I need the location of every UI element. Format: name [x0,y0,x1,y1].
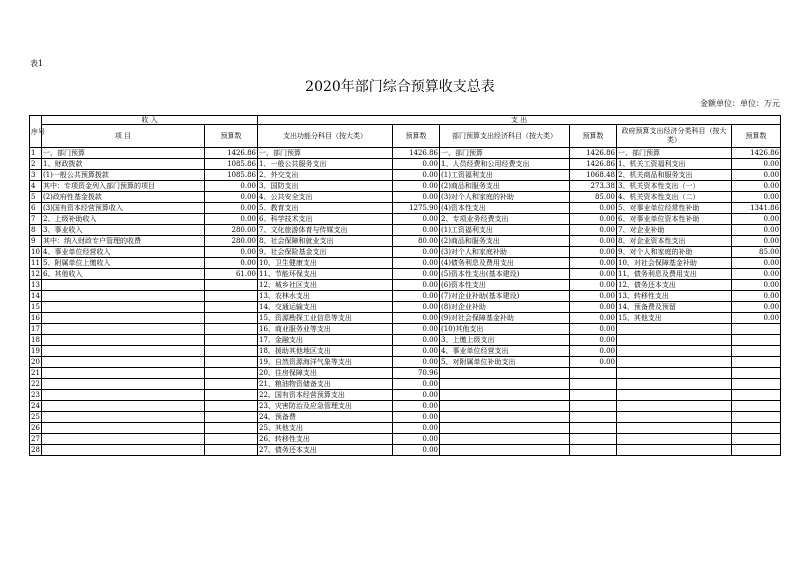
func-amount: 0.00 [393,159,440,170]
func-item: 9、社会保险基金支出 [258,247,393,258]
row-seq: 8 [30,225,42,236]
gov-econ-amount [732,346,781,357]
gov-econ-amount: 0.00 [732,214,781,225]
row-seq: 4 [30,181,42,192]
func-item: 25、其他支出 [258,423,393,434]
func-amount: 0.00 [393,390,440,401]
income-amount: 280.00 [205,236,258,247]
dept-econ-amount [570,434,617,445]
income-amount: 1426.86 [205,148,258,159]
income-item [42,280,205,291]
income-item [42,412,205,423]
header-func-amount: 预算数 [393,125,440,148]
func-amount: 0.00 [393,445,440,456]
row-seq: 1 [30,148,42,159]
func-amount: 0.00 [393,192,440,203]
func-item: 22、国有资本经营预算支出 [258,390,393,401]
gov-econ-item: 15、其他支出 [617,313,732,324]
dept-econ-item [440,379,570,390]
dept-econ-item: (4)债务利息及费用支出 [440,258,570,269]
dept-econ-amount: 0.00 [570,313,617,324]
income-amount [205,434,258,445]
gov-econ-amount: 0.00 [732,280,781,291]
income-item [42,401,205,412]
gov-econ-item: 8、对企业资本性支出 [617,236,732,247]
table-row [30,379,781,390]
income-amount: 0.00 [205,203,258,214]
func-item: 27、债务还本支出 [258,445,393,456]
dept-econ-amount: 0.00 [570,247,617,258]
table-row [30,357,781,368]
func-item: 21、粮油物资储备支出 [258,379,393,390]
func-amount: 0.00 [393,170,440,181]
income-item [42,368,205,379]
income-amount [205,357,258,368]
func-item: 11、节能环保支出 [258,269,393,280]
gov-econ-item [617,346,732,357]
dept-econ-amount: 0.00 [570,335,617,346]
income-amount [205,379,258,390]
dept-econ-item: (3)对个人和家庭的补助 [440,192,570,203]
gov-econ-amount: 0.00 [732,236,781,247]
header-gov-econ: 政府预算支出经济分类科目（按大类） [617,125,732,148]
income-amount [205,390,258,401]
dept-econ-item [440,434,570,445]
func-item: 12、城乡社区支出 [258,280,393,291]
gov-econ-amount: 0.00 [732,302,781,313]
row-seq: 21 [31,369,40,377]
gov-econ-item [617,390,732,401]
gov-econ-item [617,445,732,456]
income-amount [205,291,258,302]
gov-econ-amount: 0.00 [732,225,781,236]
row-seq: 26 [31,424,40,432]
table-row [30,280,781,291]
gov-econ-amount [732,368,781,379]
dept-econ-item [440,423,570,434]
income-item: 1、财政拨款 [42,159,205,170]
gov-econ-item: 一、部门预算 [617,148,732,159]
func-amount: 0.00 [393,335,440,346]
func-item: 14、交通运输支出 [258,302,393,313]
gov-econ-amount: 0.00 [732,170,781,181]
gov-econ-amount: 0.00 [732,291,781,302]
func-amount: 1275.90 [393,203,440,214]
row-seq: 9 [30,236,42,247]
dept-econ-item: (1)工资福利支出 [440,225,570,236]
gov-econ-amount [732,434,781,445]
row-seq: 20 [31,358,40,366]
income-amount: 1085.86 [205,159,258,170]
income-item: 4、事业单位经营收入 [42,247,205,258]
income-item [42,379,205,390]
func-item: 16、商业服务业等支出 [258,324,393,335]
table-row [30,302,781,313]
gov-econ-item: 6、对事业单位资本性补助 [617,214,732,225]
header-func: 支出功能分科目（按大类） [258,125,393,148]
gov-econ-amount [732,324,781,335]
func-amount: 0.00 [393,357,440,368]
dept-econ-amount: 273.38 [570,181,617,192]
table-row [30,423,781,434]
func-amount: 0.00 [393,247,440,258]
gov-econ-item: 3、机关资本性支出（一） [617,181,732,192]
dept-econ-amount [570,445,617,456]
income-amount: 0.00 [205,258,258,269]
gov-econ-item: 9、对个人和家庭的补助 [617,247,732,258]
func-amount: 0.00 [393,423,440,434]
func-item: 8、社会保障和就业支出 [258,236,393,247]
table-row [30,291,781,302]
income-item [42,357,205,368]
budget-table [29,115,781,456]
table-row [30,390,781,401]
gov-econ-amount [732,335,781,346]
dept-econ-item [440,401,570,412]
gov-econ-amount: 0.00 [732,313,781,324]
row-seq: 22 [31,380,40,388]
header-dept-econ: 部门预算支出经济科目（按大类） [440,125,570,148]
func-amount: 0.00 [393,225,440,236]
table-row [30,247,781,258]
func-amount: 0.00 [393,181,440,192]
dept-econ-item: 5、对附属单位补助支出 [440,357,570,368]
income-amount [205,324,258,335]
func-item: 4、公共安全支出 [258,192,393,203]
income-amount: 0.00 [205,192,258,203]
gov-econ-amount: 0.00 [732,181,781,192]
income-item [42,434,205,445]
dept-econ-item: (10)其他支出 [440,324,570,335]
table-row [30,148,781,159]
dept-econ-item [440,445,570,456]
dept-econ-amount: 0.00 [570,346,617,357]
gov-econ-amount: 0.00 [732,258,781,269]
dept-econ-item: (6)资本性支出 [440,280,570,291]
row-seq: 7 [30,214,42,225]
dept-econ-item: 一、部门预算 [440,148,570,159]
gov-econ-item [617,379,732,390]
func-item: 1、一般公共服务支出 [258,159,393,170]
table-row [30,412,781,423]
table-row [30,434,781,445]
func-item: 17、金融支出 [258,335,393,346]
dept-econ-item: (2)商品和服务支出 [440,181,570,192]
gov-econ-item: 12、债务还本支出 [617,280,732,291]
gov-econ-item [617,434,732,445]
dept-econ-item: (8)对企业补助 [440,302,570,313]
income-item [42,346,205,357]
gov-econ-item: 14、预备费及预留 [617,302,732,313]
func-item: 6、科学技术支出 [258,214,393,225]
income-item: 其中：专项资金列入部门预算的项目 [42,181,205,192]
table-row [30,368,781,379]
dept-econ-item: (7)对企业补助(基本建设) [440,291,570,302]
gov-econ-amount: 1426.86 [732,148,781,159]
gov-econ-amount: 0.00 [732,269,781,280]
row-seq: 2 [30,159,42,170]
income-amount: 0.00 [205,214,258,225]
dept-econ-amount: 0.00 [570,324,617,335]
gov-econ-item: 4、机关资本性支出（二） [617,192,732,203]
func-item: 15、资源勘探工业信息等支出 [258,313,393,324]
income-item: (2)政府性基金拨款 [42,192,205,203]
income-item [42,445,205,456]
income-amount [205,335,258,346]
dept-econ-item [440,412,570,423]
income-amount [205,401,258,412]
func-amount: 0.00 [393,412,440,423]
gov-econ-item [617,357,732,368]
func-amount: 0.00 [393,379,440,390]
func-amount: 0.00 [393,258,440,269]
func-amount: 1426.86 [393,148,440,159]
func-item: 26、转移性支出 [258,434,393,445]
func-amount: 0.00 [393,291,440,302]
header-dept-econ-amount: 预算数 [570,125,617,148]
gov-econ-item: 1、机关工资福利支出 [617,159,732,170]
gov-econ-amount [732,401,781,412]
header-seq: 序号 [30,116,42,148]
func-item: 20、住房保障支出 [258,368,393,379]
header-item: 项 目 [42,125,205,148]
row-seq: 17 [31,325,40,333]
dept-econ-amount [570,423,617,434]
dept-econ-amount: 0.00 [570,302,617,313]
func-item: 2、外交支出 [258,170,393,181]
func-amount: 0.00 [393,214,440,225]
gov-econ-amount: 0.00 [732,159,781,170]
dept-econ-amount: 0.00 [570,291,617,302]
gov-econ-amount: 1341.86 [732,203,781,214]
row-seq: 6 [30,203,42,214]
dept-econ-amount: 0.00 [570,357,617,368]
dept-econ-amount: 0.00 [570,258,617,269]
func-item: 23、灾害防治及应急管理支出 [258,401,393,412]
func-item: 一、部门预算 [258,148,393,159]
table-row [30,401,781,412]
func-amount: 0.00 [393,324,440,335]
gov-econ-item [617,423,732,434]
func-amount: 0.00 [393,302,440,313]
income-amount: 0.00 [205,247,258,258]
func-amount: 0.00 [393,313,440,324]
income-amount: 0.00 [205,181,258,192]
gov-econ-item [617,335,732,346]
header-gov-econ-amount: 预算数 [732,125,781,148]
table-row [30,335,781,346]
table-row [30,203,781,214]
table-row [30,170,781,181]
table-row [30,313,781,324]
income-item: (3)国有资本经营预算收入 [42,203,205,214]
income-item [42,324,205,335]
func-item: 10、卫生健康支出 [258,258,393,269]
gov-econ-item: 2、机关商品和服务支出 [617,170,732,181]
table-row [30,445,781,456]
gov-econ-item [617,412,732,423]
dept-econ-item: (4)资本性支出 [440,203,570,214]
gov-econ-item [617,324,732,335]
dept-econ-amount: 0.00 [570,280,617,291]
dept-econ-item: (9)对社会保障基金补助 [440,313,570,324]
income-item [42,423,205,434]
gov-econ-item: 13、转移性支出 [617,291,732,302]
dept-econ-amount [570,368,617,379]
row-seq: 15 [31,303,40,311]
row-seq: 12 [31,270,40,278]
dept-econ-item: 2、专项业务经费支出 [440,214,570,225]
table-row [30,159,781,170]
func-item: 5、教育支出 [258,203,393,214]
func-amount: 70.96 [393,368,440,379]
gov-econ-item: 10、对社会保障基金补助 [617,258,732,269]
table-row [30,225,781,236]
header-expense-group: 支 出 [258,116,781,125]
row-seq: 14 [31,292,40,300]
income-item: (1)一般公共预算拨款 [42,170,205,181]
func-item: 3、国防支出 [258,181,393,192]
gov-econ-amount [732,445,781,456]
table-row [30,236,781,247]
income-amount [205,302,258,313]
income-amount: 61.00 [205,269,258,280]
dept-econ-amount: 85.00 [570,192,617,203]
income-item: 6、其他收入 [42,269,205,280]
row-seq: 13 [31,281,40,289]
dept-econ-item: 4、事业单位经营支出 [440,346,570,357]
income-amount: 1085.86 [205,170,258,181]
func-amount: 0.00 [393,346,440,357]
gov-econ-item [617,401,732,412]
row-seq: 25 [31,413,40,421]
income-item: 其中：纳入财政专户管理的收费 [42,236,205,247]
row-seq: 28 [31,446,40,454]
income-item: 一、部门预算 [42,148,205,159]
func-amount: 80.00 [393,236,440,247]
gov-econ-amount: 85.00 [732,247,781,258]
table-row [30,346,781,357]
dept-econ-amount [570,401,617,412]
income-amount [205,280,258,291]
row-seq: 24 [31,402,40,410]
gov-econ-amount [732,379,781,390]
dept-econ-item: 3、上缴上级支出 [440,335,570,346]
row-seq: 10 [31,248,40,256]
income-amount [205,313,258,324]
gov-econ-amount [732,412,781,423]
income-amount [205,412,258,423]
row-seq: 11 [31,259,40,267]
income-item: 2、上级补助收入 [42,214,205,225]
income-item [42,313,205,324]
dept-econ-amount [570,390,617,401]
table-row [30,181,781,192]
gov-econ-amount [732,390,781,401]
dept-econ-item: (3)对个人和家庭补助 [440,247,570,258]
income-item [42,390,205,401]
page-title: 2020年部门综合预算收支总表 [305,79,495,95]
gov-econ-item: 5、对事业单位经常性补助 [617,203,732,214]
func-amount: 0.00 [393,280,440,291]
gov-econ-amount [732,357,781,368]
dept-econ-amount: 1068.48 [570,170,617,181]
dept-econ-amount: 0.00 [570,203,617,214]
income-amount [205,368,258,379]
func-item: 13、农林水支出 [258,291,393,302]
income-amount: 280.00 [205,225,258,236]
func-item: 18、援助其他地区支出 [258,346,393,357]
row-seq: 5 [30,192,42,203]
header-income-amount: 预算数 [205,125,258,148]
func-item: 19、自然资源海洋气象等支出 [258,357,393,368]
row-seq: 16 [31,314,40,322]
func-item: 24、预备费 [258,412,393,423]
row-seq: 23 [31,391,40,399]
dept-econ-item: (5)资本性支出(基本建设) [440,269,570,280]
func-amount: 0.00 [393,401,440,412]
dept-econ-amount: 0.00 [570,269,617,280]
income-item: 3、事业收入 [42,225,205,236]
dept-econ-amount: 1426.86 [570,159,617,170]
row-seq: 27 [31,435,40,443]
dept-econ-item: (1)工资福利支出 [440,170,570,181]
gov-econ-amount [732,423,781,434]
row-seq: 3 [30,170,42,181]
dept-econ-amount: 1426.86 [570,148,617,159]
unit-label: 金额单位：单位：万元 [700,99,780,108]
row-seq: 19 [31,347,40,355]
income-item [42,302,205,313]
gov-econ-amount: 0.00 [732,192,781,203]
sheet-label: 表1 [30,59,44,68]
gov-econ-item [617,368,732,379]
row-seq: 18 [31,336,40,344]
income-item [42,291,205,302]
income-item: 5、附属单位上缴收入 [42,258,205,269]
dept-econ-item: (2)商品和服务支出 [440,236,570,247]
dept-econ-amount: 0.00 [570,236,617,247]
gov-econ-item: 7、对企业补助 [617,225,732,236]
table-row [30,192,781,203]
dept-econ-amount [570,379,617,390]
table-row [30,214,781,225]
func-amount: 0.00 [393,434,440,445]
dept-econ-amount [570,412,617,423]
dept-econ-amount: 0.00 [570,214,617,225]
income-amount [205,423,258,434]
table-row [30,258,781,269]
gov-econ-item: 11、债务利息及费用支出 [617,269,732,280]
dept-econ-amount: 0.00 [570,225,617,236]
table-row [30,269,781,280]
income-amount [205,445,258,456]
income-item [42,335,205,346]
func-item: 7、文化旅游体育与传媒支出 [258,225,393,236]
dept-econ-item [440,368,570,379]
header-income-group: 收 入 [42,116,258,125]
dept-econ-item [440,390,570,401]
dept-econ-item: 1、人员经费和公用经费支出 [440,159,570,170]
table-row [30,324,781,335]
income-amount [205,346,258,357]
func-amount: 0.00 [393,269,440,280]
